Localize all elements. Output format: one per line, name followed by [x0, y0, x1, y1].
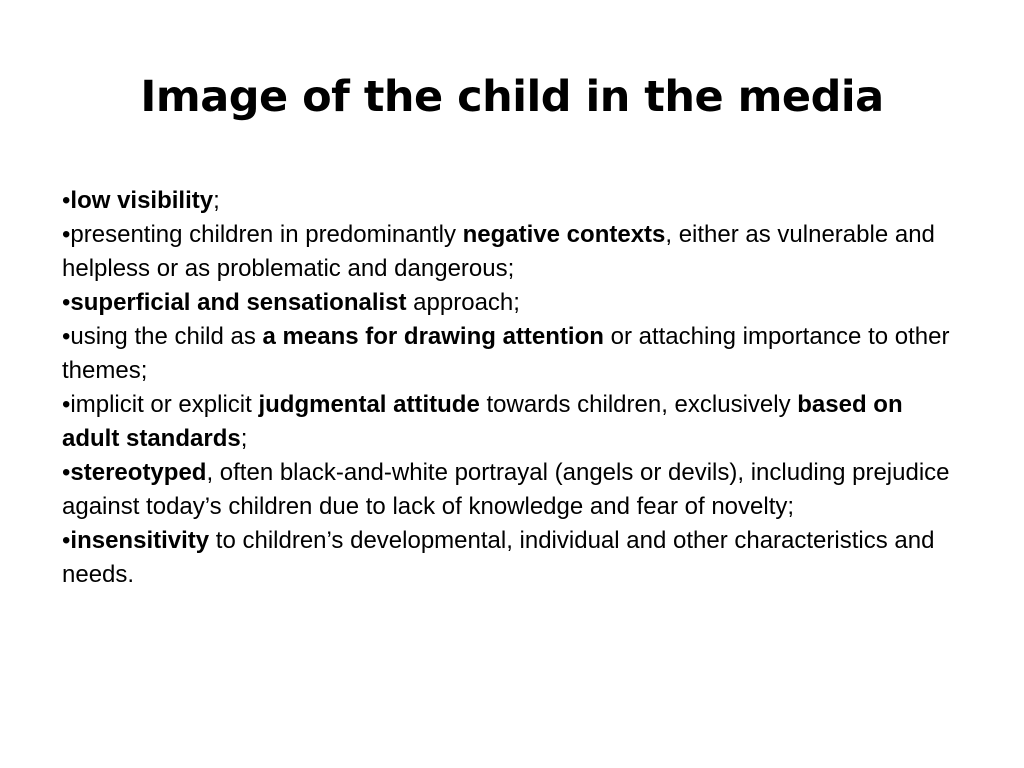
bullet-text-bold: judgmental attitude — [258, 391, 480, 418]
bullet-text-bold: insensitivity — [70, 527, 210, 554]
bullet-item — [62, 524, 962, 592]
bullet-text: , either as vulnerable and helpless or as problematic and dangerous; — [62, 221, 935, 282]
bullet-text: ; — [240, 425, 248, 452]
bullet-item — [62, 456, 962, 524]
bullet-symbol: • — [62, 323, 71, 350]
bullet-text-bold: based on adult standards — [62, 391, 903, 452]
bullet-text: or attaching importance to other themes; — [62, 323, 950, 384]
bullet-item — [62, 286, 962, 320]
bullet-symbol: • — [62, 187, 71, 214]
bullet-text: presenting children in predominantly — [70, 221, 463, 248]
bullet-text: ; — [213, 187, 220, 214]
slide-title: Image of the child in the media — [140, 72, 884, 122]
bullet-symbol: • — [62, 527, 71, 554]
bullet-text-bold: negative contexts — [462, 221, 666, 248]
bullet-text: approach; — [406, 289, 520, 316]
bullet-text: , often black-and-white portrayal (angels or devils), including prejudice against today’s children due to lack of knowledge and fear of novelty; — [62, 459, 950, 520]
bullet-text-bold: superficial and sensationalist — [70, 289, 407, 316]
bullet-item — [62, 184, 962, 218]
bullet-item — [62, 388, 962, 456]
bullet-list — [62, 184, 962, 592]
bullet-symbol: • — [62, 459, 71, 486]
bullet-text-bold: stereotyped — [70, 459, 207, 486]
bullet-text: using the child as — [70, 323, 263, 350]
bullet-item — [62, 218, 962, 286]
bullet-symbol: • — [62, 289, 71, 316]
bullet-text: towards children, exclusively — [479, 391, 798, 418]
bullet-symbol: • — [62, 221, 71, 248]
bullet-symbol: • — [62, 391, 71, 418]
bullet-text-bold: a means for drawing attention — [262, 323, 604, 350]
bullet-text-bold: low visibility — [70, 187, 214, 214]
bullet-text: implicit or explicit — [70, 391, 259, 418]
bullet-text: to children’s developmental, individual and other characteristics and needs. — [62, 527, 935, 588]
bullet-item — [62, 320, 962, 388]
